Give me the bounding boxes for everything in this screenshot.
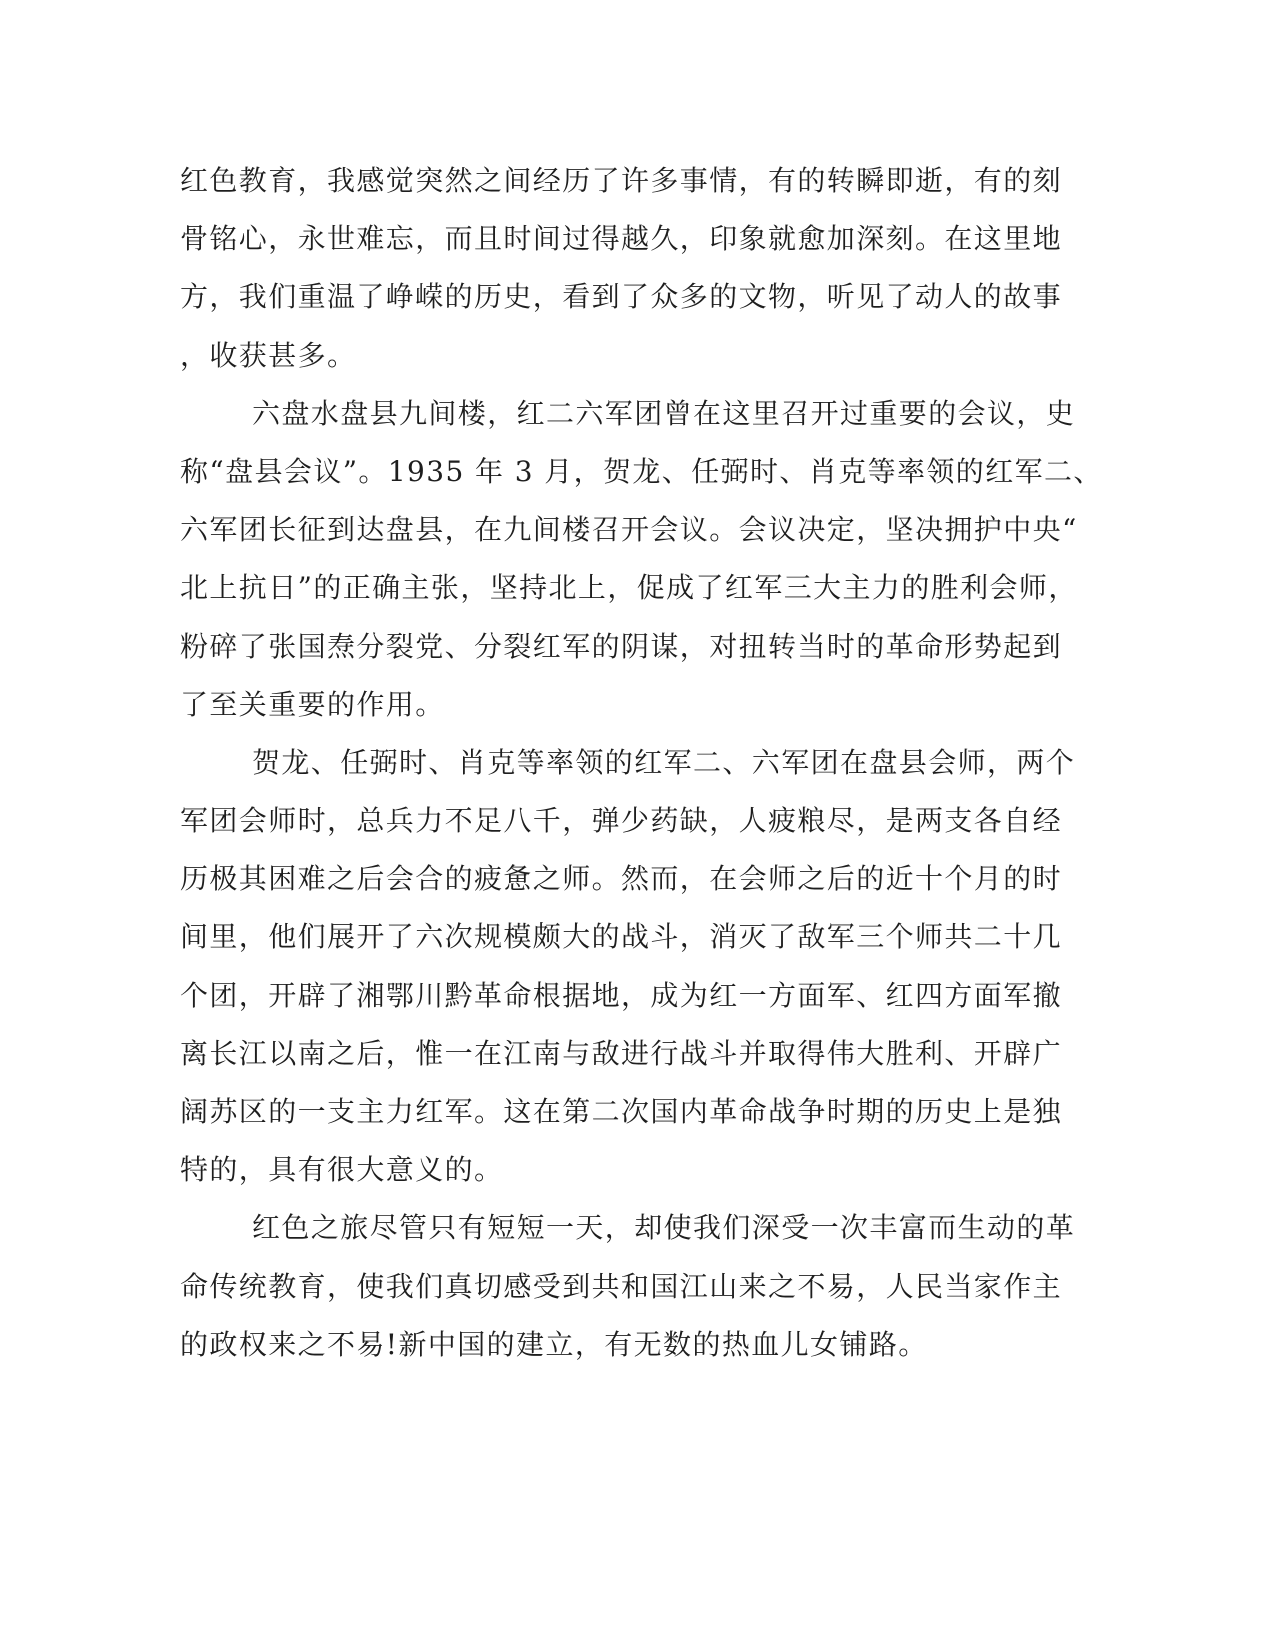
text-line: 军团会师时，总兵力不足八千，弹少药缺，人疲粮尽，是两支各自经 bbox=[180, 804, 1063, 838]
text-line: 贺龙、任弼时、肖克等率领的红军二、六军团在盘县会师，两个 bbox=[252, 745, 1076, 779]
text-line: 红色之旅尽管只有短短一天，却使我们深受一次丰富而生动的革 bbox=[252, 1211, 1076, 1245]
text-line: 六盘水盘县九间楼，红二六军团曾在这里召开过重要的会议，史 bbox=[252, 396, 1076, 430]
text-line: 命传统教育，使我们真切感受到共和国江山来之不易，人民当家作主 bbox=[180, 1269, 1063, 1303]
text-line: 特的，具有很大意义的。 bbox=[180, 1153, 504, 1187]
text-line: ，收获甚多。 bbox=[180, 338, 357, 372]
text-line: 个团，开辟了湘鄂川黔革命根据地，成为红一方面军、红四方面军撤 bbox=[180, 978, 1063, 1012]
paragraph-3 bbox=[180, 734, 1076, 1200]
text-line: 六军团长征到达盘县，在九间楼召开会议。会议决定，坚决拥护中央“ bbox=[180, 513, 1078, 547]
text-line: 离长江以南之后，惟一在江南与敌进行战斗并取得伟大胜利、开辟广 bbox=[180, 1036, 1063, 1070]
text-line: 骨铭心，永世难忘，而且时间过得越久，印象就愈加深刻。在这里地 bbox=[180, 222, 1063, 256]
text-line: 的政权来之不易!新中国的建立，有无数的热血儿女铺路。 bbox=[180, 1327, 928, 1361]
text-line: 北上抗日”的正确主张，坚持北上，促成了红军三大主力的胜利会师， bbox=[180, 571, 1078, 605]
text-line: 红色教育，我感觉突然之间经历了许多事情，有的转瞬即逝，有的刻 bbox=[180, 164, 1063, 197]
document-body bbox=[180, 152, 1103, 1374]
text-line: 了至关重要的作用。 bbox=[180, 687, 445, 721]
paragraph-4 bbox=[180, 1199, 1076, 1374]
text-line: 方，我们重温了峥嵘的历史，看到了众多的文物，听见了动人的故事 bbox=[180, 280, 1063, 314]
text-line: 间里，他们展开了六次规模颇大的战斗，消灭了敌军三个师共二十几 bbox=[180, 920, 1063, 954]
paragraph-2 bbox=[180, 385, 1103, 734]
text-line: 称“盘县会议”。1935 年 3 月，贺龙、任弼时、肖克等率领的红军二、 bbox=[180, 454, 1103, 488]
text-line: 历极其困难之后会合的疲惫之师。然而，在会师之后的近十个月的时 bbox=[180, 862, 1063, 896]
text-line: 阔苏区的一支主力红军。这在第二次国内革命战争时期的历史上是独 bbox=[180, 1095, 1063, 1128]
text-line: 粉碎了张国焘分裂党、分裂红军的阴谋，对扭转当时的革命形势起到 bbox=[180, 629, 1063, 663]
paragraph-1 bbox=[180, 152, 1063, 385]
